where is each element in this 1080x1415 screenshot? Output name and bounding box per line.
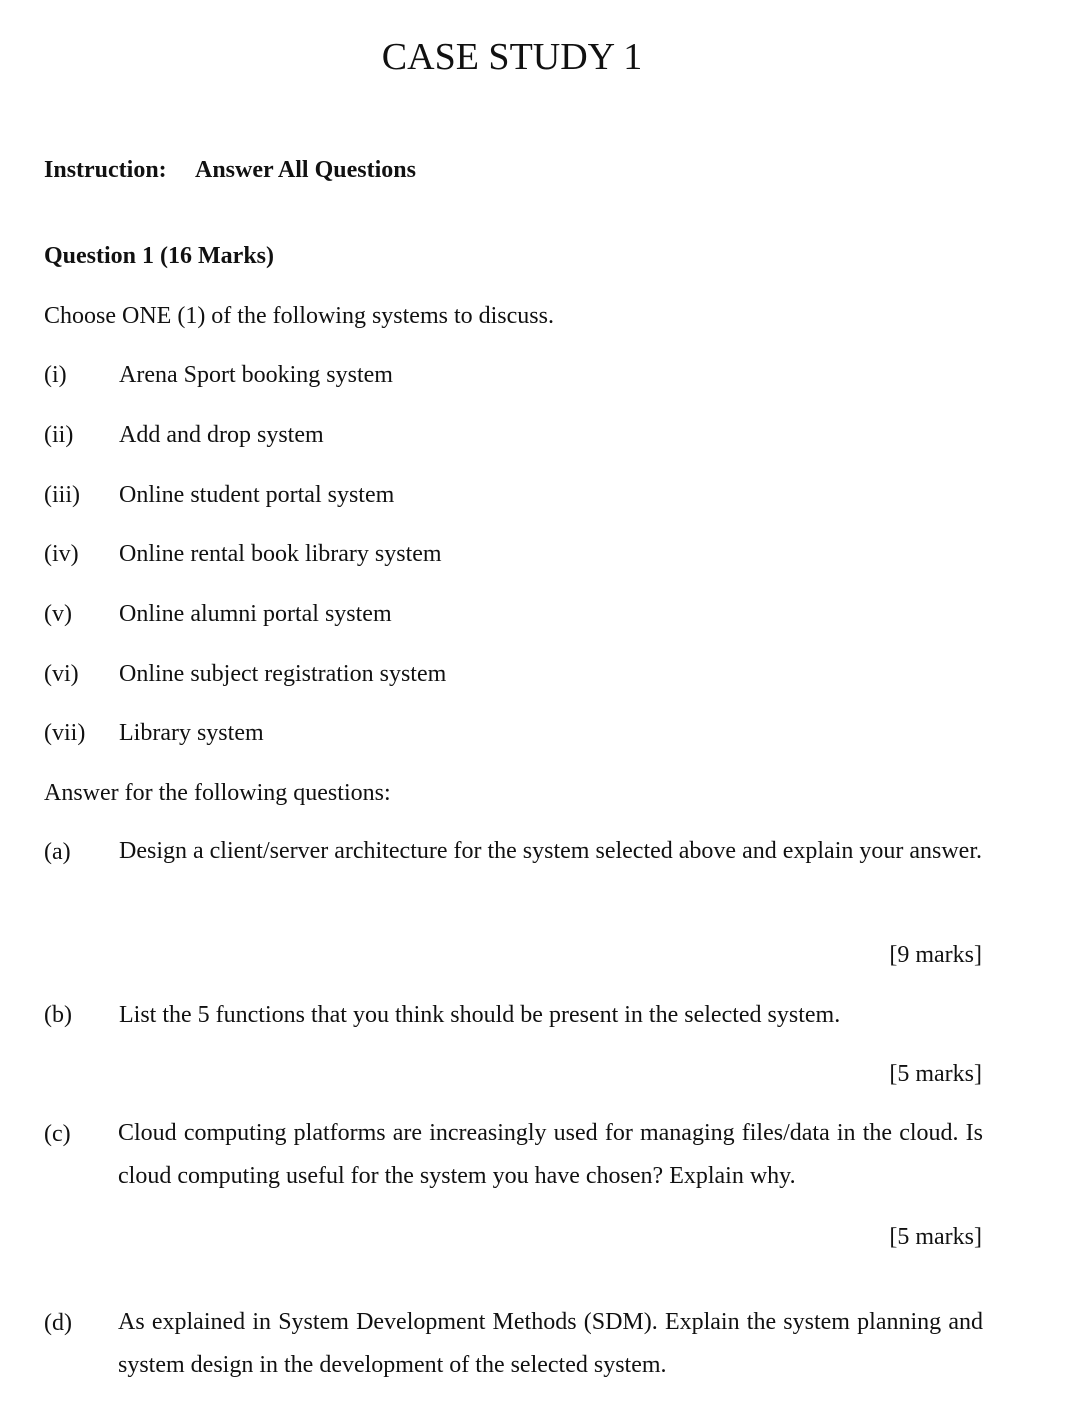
list-item-number: (ii): [44, 422, 74, 448]
page-title: CASE STUDY 1: [381, 36, 643, 78]
part-a-marks: [9 marks]: [889, 942, 982, 968]
list-item-text: Library system: [119, 720, 264, 746]
part-a-label: (a): [44, 839, 71, 865]
question-intro: Choose ONE (1) of the following systems to discuss.: [44, 303, 554, 329]
list-item-text: Online subject registration system: [119, 661, 447, 687]
question-heading: Question 1 (16 Marks): [44, 243, 274, 269]
part-d-text: As explained in System Development Methods (SDM). Explain the system planning and system design in the development of the selected system.: [118, 1309, 983, 1378]
list-item-number: (iv): [44, 541, 79, 567]
instruction-label: Instruction:: [44, 157, 167, 183]
part-b-marks: [5 marks]: [889, 1061, 982, 1087]
part-c-text: Cloud computing platforms are increasingly used for managing files/data in the cloud. Is cloud computing useful for the system you have chosen? Explain why.: [118, 1120, 983, 1189]
list-item-number: (vii): [44, 720, 86, 746]
instruction-text: Answer All Questions: [195, 157, 416, 183]
part-d-label: (d): [44, 1310, 72, 1336]
list-item-text: Add and drop system: [119, 422, 324, 448]
part-b-label: (b): [44, 1002, 72, 1028]
list-item-text: Online rental book library system: [119, 541, 442, 567]
list-item-text: Arena Sport booking system: [119, 362, 393, 388]
part-a-text: Design a client/server architecture for the system selected above and explain your answer.: [119, 838, 982, 864]
list-item-text: Online alumni portal system: [119, 601, 392, 627]
part-c-marks: [5 marks]: [889, 1224, 982, 1250]
part-c-label: (c): [44, 1121, 71, 1147]
list-item-text: Online student portal system: [119, 482, 395, 508]
list-item-number: (iii): [44, 482, 80, 508]
list-item-number: (vi): [44, 661, 79, 687]
list-item-number: (v): [44, 601, 72, 627]
answer-prompt: Answer for the following questions:: [44, 780, 391, 806]
part-b-text: List the 5 functions that you think should be present in the selected system.: [119, 1002, 841, 1028]
list-item-number: (i): [44, 362, 67, 388]
